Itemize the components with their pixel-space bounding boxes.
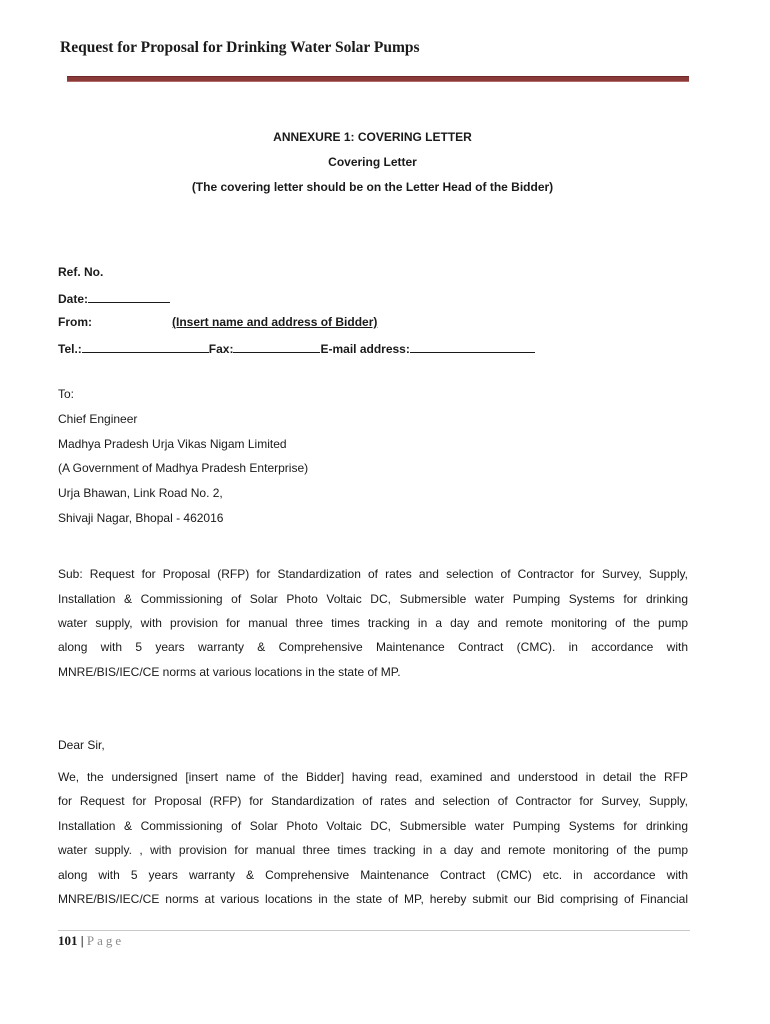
address-line: Shivaji Nagar, Bhopal - 462016 [58,511,224,525]
annexure-note: (The covering letter should be on the Letter Head of the Bidder) [191,180,554,194]
from-label: From: [58,315,92,329]
page-footer [58,933,124,949]
subject-line: MNRE/BIS/IEC/CE norms at various locations in the state of MP. [58,665,401,679]
tel-label: Tel.: [58,342,82,356]
page-separator: | [80,933,84,948]
date-field [58,290,170,306]
address-to: To: [58,387,75,401]
page-header-title: Request for Proposal for Drinking Water Solar Pumps [60,39,420,56]
address-line: Urja Bhawan, Link Road No. 2, [58,486,223,500]
body-line: Installation & Commissioning of Solar Photo Voltaic DC, Submersible water Pumping Systems for drinking [58,819,688,833]
from-field [58,315,378,329]
body-line: along with 5 years warranty & Comprehensive Maintenance Contract (CMC) etc. in accordance with [58,868,688,882]
date-label: Date: [58,292,89,306]
tel-blank [82,340,209,353]
email-label: E-mail address: [320,342,410,356]
page-number: 101 [58,933,78,948]
subject-line: Installation & Commissioning of Solar Photo Voltaic DC, Submersible water Pumping Systems for drinking [58,592,688,606]
contact-field [58,340,535,356]
email-blank [410,340,535,353]
page-label: Page [86,933,125,948]
annexure-subtitle: Covering Letter [328,155,417,169]
address-line: Madhya Pradesh Urja Vikas Nigam Limited [58,437,287,451]
salutation: Dear Sir, [58,738,105,752]
body-line: water supply. , with provision for manual three times tracking in a day and remote monitoring of the pump [58,843,688,857]
body-line: MNRE/BIS/IEC/CE norms at various locations in the state of MP, hereby submit our Bid comprising of Financial [58,892,688,906]
header-rule [67,76,689,82]
footer-rule [58,930,690,931]
date-blank [88,290,170,303]
subject-line: water supply, with provision for manual three times tracking in a day and remote monitoring of the pump [58,616,688,630]
body-line: for Request for Proposal (RFP) for Standardization of rates and selection of Contractor for Survey, Supply, [58,794,688,808]
ref-no-label: Ref. No. [58,265,104,279]
annexure-title: ANNEXURE 1: COVERING LETTER [273,130,472,144]
fax-label: Fax: [208,342,234,356]
address-line: Chief Engineer [58,412,138,426]
subject-line: Sub: Request for Proposal (RFP) for Standardization of rates and selection of Contractor for Survey, Supply, [58,567,688,581]
from-value: (Insert name and address of Bidder) [172,315,378,329]
body-line: We, the undersigned [insert name of the Bidder] having read, examined and understood in detail the RFP [58,770,688,784]
subject-line: along with 5 years warranty & Comprehensive Maintenance Contract (CMC). in accordance with [58,640,688,654]
address-line: (A Government of Madhya Pradesh Enterprise) [58,461,309,475]
fax-blank [233,340,320,353]
